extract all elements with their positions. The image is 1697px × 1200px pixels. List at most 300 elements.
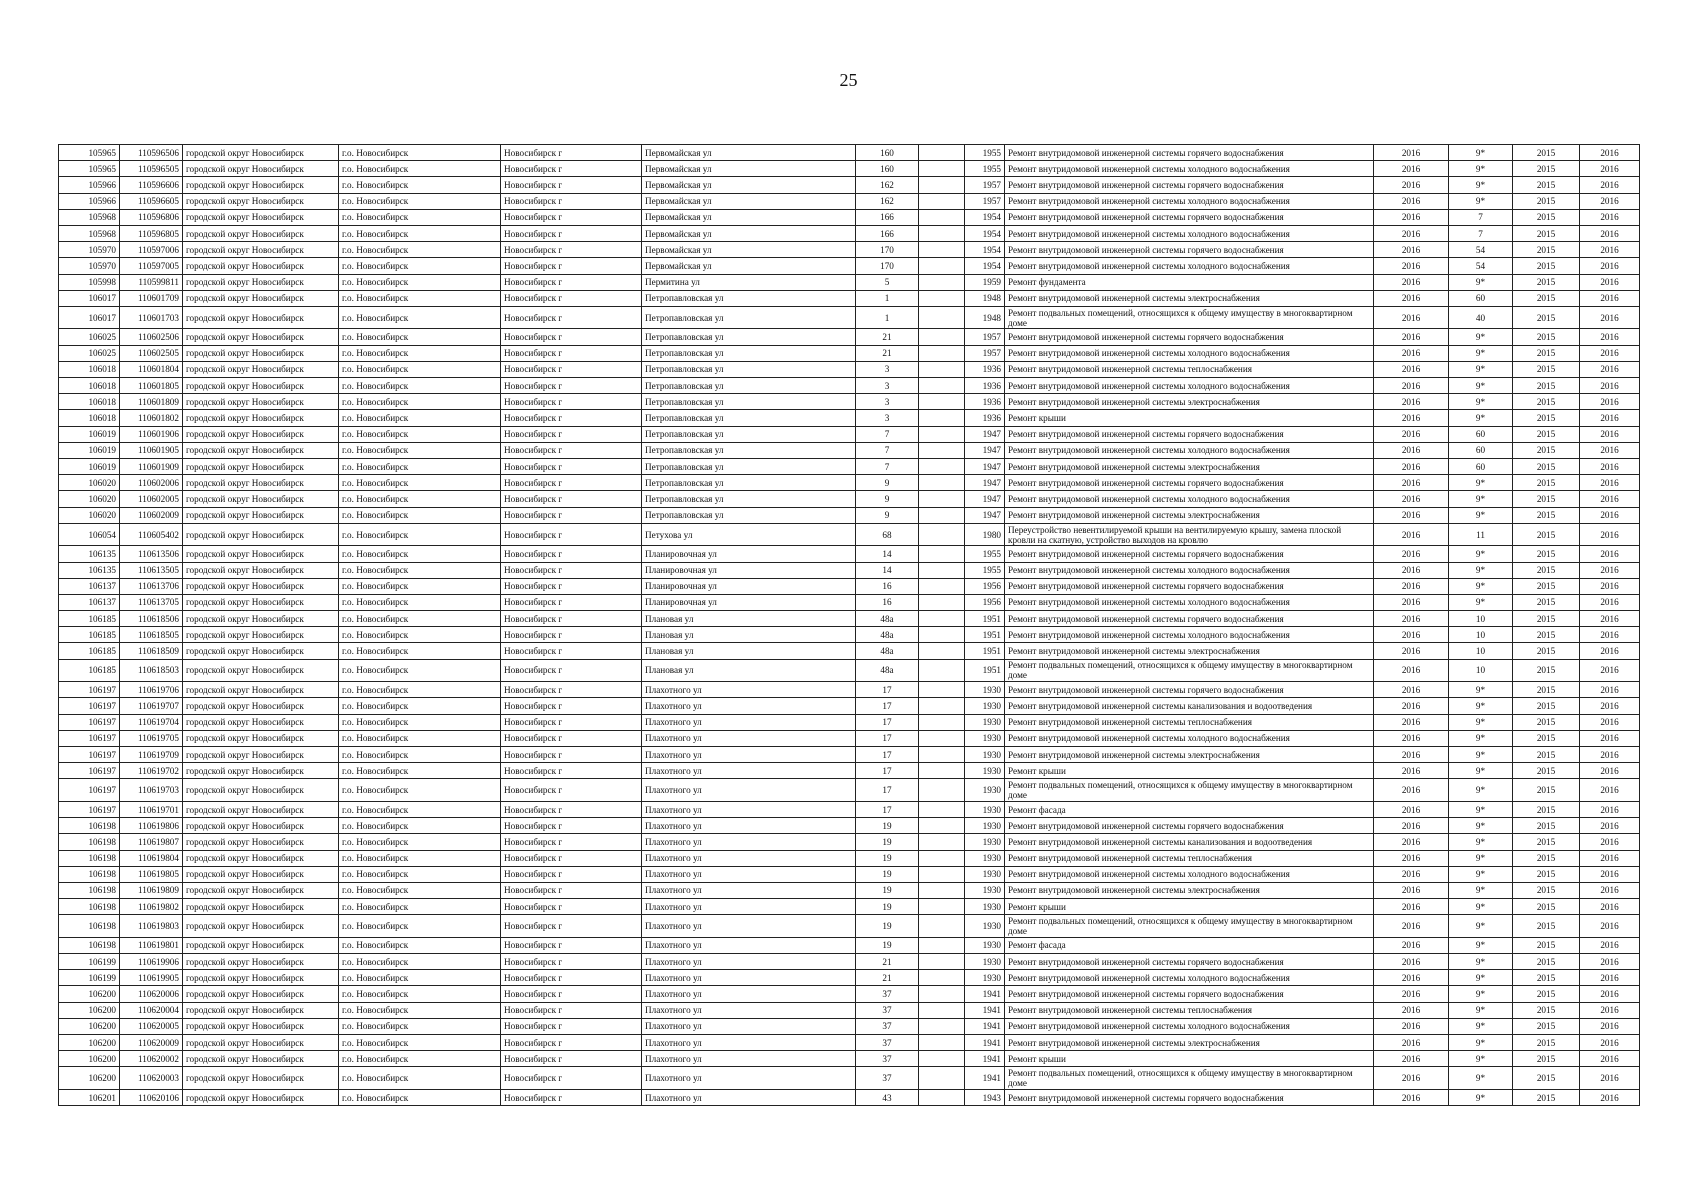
cell-building bbox=[919, 290, 965, 306]
cell-floors: 10 bbox=[1449, 611, 1513, 627]
cell-municipal-district: городской округ Новосибирск bbox=[183, 899, 339, 915]
cell-plan-year: 2016 bbox=[1374, 161, 1449, 177]
cell-municipal-district: городской округ Новосибирск bbox=[183, 659, 339, 682]
cell-work-id: 110613705 bbox=[120, 594, 183, 610]
cell-plan-year: 2016 bbox=[1374, 834, 1449, 850]
cell-house-number: 17 bbox=[856, 763, 919, 779]
cell-municipal-district: городской округ Новосибирск bbox=[183, 1051, 339, 1067]
cell-house-id: 106017 bbox=[59, 306, 120, 329]
cell-settlement: Новосибирск г bbox=[501, 507, 642, 523]
cell-period-end: 2016 bbox=[1580, 714, 1640, 730]
cell-period-end: 2016 bbox=[1580, 426, 1640, 442]
cell-house-id: 105965 bbox=[59, 161, 120, 177]
cell-build-year: 1947 bbox=[965, 507, 1005, 523]
cell-house-number: 3 bbox=[856, 394, 919, 410]
cell-house-id: 106198 bbox=[59, 818, 120, 834]
cell-house-id: 105965 bbox=[59, 145, 120, 161]
cell-build-year: 1954 bbox=[965, 209, 1005, 225]
cell-house-id: 106201 bbox=[59, 1089, 120, 1105]
cell-plan-year: 2016 bbox=[1374, 306, 1449, 329]
cell-street: Плахотного ул bbox=[642, 698, 856, 714]
cell-house-id: 106019 bbox=[59, 442, 120, 458]
cell-period-end: 2016 bbox=[1580, 801, 1640, 817]
cell-building bbox=[919, 491, 965, 507]
cell-street: Петропавловская ул bbox=[642, 475, 856, 491]
cell-municipality: г.о. Новосибирск bbox=[339, 818, 501, 834]
cell-plan-year: 2016 bbox=[1374, 209, 1449, 225]
cell-building bbox=[919, 937, 965, 953]
cell-house-number: 17 bbox=[856, 698, 919, 714]
cell-period-end: 2016 bbox=[1580, 834, 1640, 850]
cell-plan-year: 2016 bbox=[1374, 1051, 1449, 1067]
cell-build-year: 1947 bbox=[965, 475, 1005, 491]
cell-settlement: Новосибирск г bbox=[501, 763, 642, 779]
cell-floors: 9* bbox=[1449, 193, 1513, 209]
cell-house-number: 1 bbox=[856, 290, 919, 306]
cell-period-start: 2015 bbox=[1513, 458, 1580, 474]
cell-building bbox=[919, 682, 965, 698]
cell-period-end: 2016 bbox=[1580, 274, 1640, 290]
cell-build-year: 1955 bbox=[965, 562, 1005, 578]
cell-work-type: Ремонт внутридомовой инженерной системы горячего водоснабжения bbox=[1005, 578, 1374, 594]
cell-period-start: 2015 bbox=[1513, 1018, 1580, 1034]
cell-house-id: 106200 bbox=[59, 986, 120, 1002]
cell-period-end: 2016 bbox=[1580, 594, 1640, 610]
cell-build-year: 1930 bbox=[965, 818, 1005, 834]
cell-street: Петропавловская ул bbox=[642, 442, 856, 458]
cell-work-type: Ремонт внутридомовой инженерной системы холодного водоснабжения bbox=[1005, 1018, 1374, 1034]
cell-house-number: 48а bbox=[856, 659, 919, 682]
cell-municipality: г.о. Новосибирск bbox=[339, 290, 501, 306]
cell-municipality: г.о. Новосибирск bbox=[339, 562, 501, 578]
cell-floors: 9* bbox=[1449, 779, 1513, 802]
table-row bbox=[59, 986, 1640, 1002]
cell-settlement: Новосибирск г bbox=[501, 899, 642, 915]
cell-building bbox=[919, 306, 965, 329]
cell-house-number: 37 bbox=[856, 1034, 919, 1050]
cell-build-year: 1930 bbox=[965, 698, 1005, 714]
cell-building bbox=[919, 442, 965, 458]
cell-house-id: 105998 bbox=[59, 274, 120, 290]
cell-work-type: Ремонт внутридомовой инженерной системы канализования и водоотведения bbox=[1005, 698, 1374, 714]
cell-work-type: Ремонт внутридомовой инженерной системы холодного водоснабжения bbox=[1005, 161, 1374, 177]
cell-house-id: 106019 bbox=[59, 458, 120, 474]
cell-floors: 9* bbox=[1449, 394, 1513, 410]
cell-period-end: 2016 bbox=[1580, 442, 1640, 458]
cell-period-end: 2016 bbox=[1580, 458, 1640, 474]
cell-build-year: 1941 bbox=[965, 1034, 1005, 1050]
cell-period-end: 2016 bbox=[1580, 954, 1640, 970]
cell-street: Плахотного ул bbox=[642, 779, 856, 802]
cell-house-number: 7 bbox=[856, 426, 919, 442]
cell-settlement: Новосибирск г bbox=[501, 594, 642, 610]
cell-period-start: 2015 bbox=[1513, 523, 1580, 546]
cell-floors: 9* bbox=[1449, 1089, 1513, 1105]
cell-house-number: 17 bbox=[856, 746, 919, 762]
cell-work-type: Ремонт внутридомовой инженерной системы горячего водоснабжения bbox=[1005, 209, 1374, 225]
cell-municipal-district: городской округ Новосибирск bbox=[183, 1067, 339, 1090]
cell-street: Петропавловская ул bbox=[642, 345, 856, 361]
cell-municipality: г.о. Новосибирск bbox=[339, 458, 501, 474]
cell-work-id: 110619701 bbox=[120, 801, 183, 817]
cell-building bbox=[919, 329, 965, 345]
cell-house-id: 106185 bbox=[59, 611, 120, 627]
cell-plan-year: 2016 bbox=[1374, 594, 1449, 610]
cell-building bbox=[919, 986, 965, 1002]
cell-municipal-district: городской округ Новосибирск bbox=[183, 361, 339, 377]
cell-build-year: 1936 bbox=[965, 394, 1005, 410]
cell-settlement: Новосибирск г bbox=[501, 1034, 642, 1050]
cell-work-id: 110596505 bbox=[120, 161, 183, 177]
cell-building bbox=[919, 1034, 965, 1050]
cell-work-type: Ремонт внутридомовой инженерной системы теплоснабжения bbox=[1005, 1002, 1374, 1018]
cell-period-start: 2015 bbox=[1513, 426, 1580, 442]
cell-floors: 9* bbox=[1449, 361, 1513, 377]
cell-street: Планировочная ул bbox=[642, 546, 856, 562]
cell-settlement: Новосибирск г bbox=[501, 1002, 642, 1018]
cell-building bbox=[919, 763, 965, 779]
cell-floors: 9* bbox=[1449, 1067, 1513, 1090]
table-row bbox=[59, 329, 1640, 345]
cell-building bbox=[919, 714, 965, 730]
cell-plan-year: 2016 bbox=[1374, 915, 1449, 938]
cell-work-id: 110601703 bbox=[120, 306, 183, 329]
cell-plan-year: 2016 bbox=[1374, 643, 1449, 659]
cell-plan-year: 2016 bbox=[1374, 394, 1449, 410]
cell-work-type: Ремонт внутридомовой инженерной системы электроснабжения bbox=[1005, 458, 1374, 474]
cell-period-end: 2016 bbox=[1580, 145, 1640, 161]
cell-municipality: г.о. Новосибирск bbox=[339, 986, 501, 1002]
cell-municipal-district: городской округ Новосибирск bbox=[183, 763, 339, 779]
cell-street: Плахотного ул bbox=[642, 970, 856, 986]
cell-plan-year: 2016 bbox=[1374, 578, 1449, 594]
cell-plan-year: 2016 bbox=[1374, 682, 1449, 698]
cell-work-type: Ремонт внутридомовой инженерной системы горячего водоснабжения bbox=[1005, 954, 1374, 970]
cell-work-type: Ремонт внутридомовой инженерной системы электроснабжения bbox=[1005, 1034, 1374, 1050]
cell-work-type: Ремонт внутридомовой инженерной системы горячего водоснабжения bbox=[1005, 611, 1374, 627]
cell-plan-year: 2016 bbox=[1374, 730, 1449, 746]
cell-period-end: 2016 bbox=[1580, 659, 1640, 682]
cell-build-year: 1959 bbox=[965, 274, 1005, 290]
cell-work-id: 110620005 bbox=[120, 1018, 183, 1034]
cell-settlement: Новосибирск г bbox=[501, 161, 642, 177]
table-row bbox=[59, 882, 1640, 898]
cell-settlement: Новосибирск г bbox=[501, 242, 642, 258]
cell-street: Планировочная ул bbox=[642, 594, 856, 610]
cell-street: Плахотного ул bbox=[642, 1051, 856, 1067]
cell-plan-year: 2016 bbox=[1374, 1089, 1449, 1105]
cell-floors: 9* bbox=[1449, 562, 1513, 578]
cell-plan-year: 2016 bbox=[1374, 426, 1449, 442]
cell-building bbox=[919, 475, 965, 491]
cell-house-number: 37 bbox=[856, 986, 919, 1002]
cell-settlement: Новосибирск г bbox=[501, 915, 642, 938]
cell-house-id: 106197 bbox=[59, 730, 120, 746]
cell-work-id: 110597005 bbox=[120, 258, 183, 274]
cell-period-start: 2015 bbox=[1513, 306, 1580, 329]
cell-street: Петропавловская ул bbox=[642, 378, 856, 394]
cell-house-number: 3 bbox=[856, 361, 919, 377]
cell-house-id: 106198 bbox=[59, 915, 120, 938]
cell-floors: 9* bbox=[1449, 970, 1513, 986]
cell-period-start: 2015 bbox=[1513, 562, 1580, 578]
cell-period-end: 2016 bbox=[1580, 818, 1640, 834]
cell-street: Плахотного ул bbox=[642, 682, 856, 698]
cell-municipality: г.о. Новосибирск bbox=[339, 306, 501, 329]
table-row bbox=[59, 426, 1640, 442]
table-row bbox=[59, 225, 1640, 241]
cell-settlement: Новосибирск г bbox=[501, 410, 642, 426]
table-row bbox=[59, 1051, 1640, 1067]
cell-build-year: 1930 bbox=[965, 779, 1005, 802]
cell-plan-year: 2016 bbox=[1374, 1018, 1449, 1034]
cell-period-start: 2015 bbox=[1513, 801, 1580, 817]
cell-settlement: Новосибирск г bbox=[501, 345, 642, 361]
cell-floors: 9* bbox=[1449, 915, 1513, 938]
cell-work-id: 110619707 bbox=[120, 698, 183, 714]
cell-floors: 60 bbox=[1449, 442, 1513, 458]
cell-house-number: 7 bbox=[856, 458, 919, 474]
cell-period-end: 2016 bbox=[1580, 986, 1640, 1002]
cell-period-start: 2015 bbox=[1513, 145, 1580, 161]
cell-work-type: Ремонт внутридомовой инженерной системы горячего водоснабжения bbox=[1005, 242, 1374, 258]
cell-street: Плахотного ул bbox=[642, 714, 856, 730]
cell-plan-year: 2016 bbox=[1374, 882, 1449, 898]
cell-work-id: 110596805 bbox=[120, 225, 183, 241]
cell-work-type: Ремонт внутридомовой инженерной системы горячего водоснабжения bbox=[1005, 546, 1374, 562]
cell-work-id: 110601805 bbox=[120, 378, 183, 394]
cell-period-start: 2015 bbox=[1513, 714, 1580, 730]
cell-house-number: 9 bbox=[856, 491, 919, 507]
cell-work-id: 110613706 bbox=[120, 578, 183, 594]
cell-plan-year: 2016 bbox=[1374, 627, 1449, 643]
cell-floors: 9* bbox=[1449, 161, 1513, 177]
cell-house-number: 17 bbox=[856, 801, 919, 817]
cell-municipality: г.о. Новосибирск bbox=[339, 779, 501, 802]
cell-build-year: 1930 bbox=[965, 882, 1005, 898]
cell-build-year: 1936 bbox=[965, 410, 1005, 426]
cell-house-number: 21 bbox=[856, 345, 919, 361]
cell-plan-year: 2016 bbox=[1374, 274, 1449, 290]
cell-period-end: 2016 bbox=[1580, 937, 1640, 953]
cell-period-start: 2015 bbox=[1513, 915, 1580, 938]
cell-settlement: Новосибирск г bbox=[501, 562, 642, 578]
cell-period-start: 2015 bbox=[1513, 225, 1580, 241]
table-row bbox=[59, 507, 1640, 523]
cell-work-id: 110618509 bbox=[120, 643, 183, 659]
cell-period-start: 2015 bbox=[1513, 1067, 1580, 1090]
cell-house-id: 106025 bbox=[59, 345, 120, 361]
table-row bbox=[59, 290, 1640, 306]
cell-period-start: 2015 bbox=[1513, 937, 1580, 953]
cell-municipality: г.о. Новосибирск bbox=[339, 954, 501, 970]
cell-building bbox=[919, 779, 965, 802]
cell-work-type: Ремонт внутридомовой инженерной системы электроснабжения bbox=[1005, 394, 1374, 410]
cell-building bbox=[919, 546, 965, 562]
cell-build-year: 1930 bbox=[965, 746, 1005, 762]
cell-period-end: 2016 bbox=[1580, 763, 1640, 779]
cell-house-number: 14 bbox=[856, 546, 919, 562]
cell-work-id: 110619905 bbox=[120, 970, 183, 986]
cell-municipal-district: городской округ Новосибирск bbox=[183, 546, 339, 562]
cell-municipality: г.о. Новосибирск bbox=[339, 274, 501, 290]
cell-plan-year: 2016 bbox=[1374, 177, 1449, 193]
cell-floors: 9* bbox=[1449, 594, 1513, 610]
cell-build-year: 1955 bbox=[965, 546, 1005, 562]
cell-settlement: Новосибирск г bbox=[501, 177, 642, 193]
cell-plan-year: 2016 bbox=[1374, 258, 1449, 274]
cell-municipal-district: городской округ Новосибирск bbox=[183, 274, 339, 290]
table-row bbox=[59, 1089, 1640, 1105]
cell-work-type: Ремонт крыши bbox=[1005, 410, 1374, 426]
cell-work-id: 110601905 bbox=[120, 442, 183, 458]
cell-building bbox=[919, 1051, 965, 1067]
cell-municipality: г.о. Новосибирск bbox=[339, 442, 501, 458]
cell-period-end: 2016 bbox=[1580, 915, 1640, 938]
cell-build-year: 1956 bbox=[965, 594, 1005, 610]
cell-settlement: Новосибирск г bbox=[501, 475, 642, 491]
cell-period-end: 2016 bbox=[1580, 193, 1640, 209]
cell-work-type: Ремонт внутридомовой инженерной системы холодного водоснабжения bbox=[1005, 442, 1374, 458]
cell-period-start: 2015 bbox=[1513, 177, 1580, 193]
cell-house-id: 106200 bbox=[59, 1018, 120, 1034]
cell-municipality: г.о. Новосибирск bbox=[339, 970, 501, 986]
cell-municipality: г.о. Новосибирск bbox=[339, 882, 501, 898]
cell-house-number: 19 bbox=[856, 882, 919, 898]
cell-house-id: 106020 bbox=[59, 475, 120, 491]
cell-house-number: 21 bbox=[856, 329, 919, 345]
cell-municipality: г.о. Новосибирск bbox=[339, 611, 501, 627]
cell-plan-year: 2016 bbox=[1374, 242, 1449, 258]
cell-plan-year: 2016 bbox=[1374, 986, 1449, 1002]
cell-period-start: 2015 bbox=[1513, 643, 1580, 659]
cell-build-year: 1930 bbox=[965, 937, 1005, 953]
cell-floors: 10 bbox=[1449, 643, 1513, 659]
cell-house-number: 9 bbox=[856, 475, 919, 491]
cell-work-type: Ремонт крыши bbox=[1005, 899, 1374, 915]
cell-municipal-district: городской округ Новосибирск bbox=[183, 177, 339, 193]
cell-period-end: 2016 bbox=[1580, 258, 1640, 274]
cell-house-id: 106200 bbox=[59, 1067, 120, 1090]
table-row bbox=[59, 475, 1640, 491]
cell-floors: 40 bbox=[1449, 306, 1513, 329]
registry-table bbox=[58, 144, 1640, 1106]
cell-build-year: 1948 bbox=[965, 306, 1005, 329]
cell-plan-year: 2016 bbox=[1374, 970, 1449, 986]
cell-build-year: 1930 bbox=[965, 682, 1005, 698]
cell-municipal-district: городской округ Новосибирск bbox=[183, 915, 339, 938]
cell-period-end: 2016 bbox=[1580, 394, 1640, 410]
cell-municipal-district: городской округ Новосибирск bbox=[183, 1034, 339, 1050]
cell-build-year: 1947 bbox=[965, 458, 1005, 474]
cell-work-id: 110599811 bbox=[120, 274, 183, 290]
cell-build-year: 1951 bbox=[965, 627, 1005, 643]
cell-house-number: 48а bbox=[856, 611, 919, 627]
cell-period-end: 2016 bbox=[1580, 361, 1640, 377]
cell-municipality: г.о. Новосибирск bbox=[339, 915, 501, 938]
cell-floors: 9* bbox=[1449, 274, 1513, 290]
cell-house-id: 106025 bbox=[59, 329, 120, 345]
cell-settlement: Новосибирск г bbox=[501, 361, 642, 377]
cell-municipality: г.о. Новосибирск bbox=[339, 698, 501, 714]
cell-work-id: 110619806 bbox=[120, 818, 183, 834]
cell-house-id: 106054 bbox=[59, 523, 120, 546]
cell-plan-year: 2016 bbox=[1374, 378, 1449, 394]
cell-municipality: г.о. Новосибирск bbox=[339, 546, 501, 562]
cell-work-id: 110619809 bbox=[120, 882, 183, 898]
cell-build-year: 1947 bbox=[965, 426, 1005, 442]
cell-municipality: г.о. Новосибирск bbox=[339, 145, 501, 161]
cell-floors: 9* bbox=[1449, 578, 1513, 594]
cell-building bbox=[919, 523, 965, 546]
cell-build-year: 1941 bbox=[965, 1067, 1005, 1090]
cell-building bbox=[919, 177, 965, 193]
cell-house-id: 106198 bbox=[59, 850, 120, 866]
cell-work-type: Ремонт подвальных помещений, относящихся к общему имуществу в многоквартирном доме bbox=[1005, 1067, 1374, 1090]
cell-street: Петропавловская ул bbox=[642, 491, 856, 507]
cell-period-end: 2016 bbox=[1580, 1034, 1640, 1050]
cell-build-year: 1956 bbox=[965, 578, 1005, 594]
cell-work-type: Ремонт внутридомовой инженерной системы холодного водоснабжения bbox=[1005, 225, 1374, 241]
cell-building bbox=[919, 698, 965, 714]
cell-plan-year: 2016 bbox=[1374, 611, 1449, 627]
cell-build-year: 1954 bbox=[965, 258, 1005, 274]
cell-floors: 9* bbox=[1449, 410, 1513, 426]
table-row bbox=[59, 491, 1640, 507]
cell-period-end: 2016 bbox=[1580, 523, 1640, 546]
cell-work-id: 110619702 bbox=[120, 763, 183, 779]
cell-work-id: 110596506 bbox=[120, 145, 183, 161]
cell-settlement: Новосибирск г bbox=[501, 578, 642, 594]
cell-floors: 9* bbox=[1449, 345, 1513, 361]
table-row bbox=[59, 458, 1640, 474]
cell-house-id: 106185 bbox=[59, 659, 120, 682]
cell-settlement: Новосибирск г bbox=[501, 306, 642, 329]
cell-build-year: 1948 bbox=[965, 290, 1005, 306]
cell-street: Плановая ул bbox=[642, 611, 856, 627]
registry-body bbox=[59, 145, 1640, 1106]
cell-municipality: г.о. Новосибирск bbox=[339, 209, 501, 225]
cell-house-id: 106185 bbox=[59, 627, 120, 643]
cell-municipal-district: городской округ Новосибирск bbox=[183, 426, 339, 442]
cell-period-start: 2015 bbox=[1513, 361, 1580, 377]
cell-build-year: 1936 bbox=[965, 361, 1005, 377]
cell-municipality: г.о. Новосибирск bbox=[339, 394, 501, 410]
cell-street: Плахотного ул bbox=[642, 915, 856, 938]
cell-municipal-district: городской округ Новосибирск bbox=[183, 834, 339, 850]
cell-work-id: 110601802 bbox=[120, 410, 183, 426]
cell-period-start: 2015 bbox=[1513, 507, 1580, 523]
table-row bbox=[59, 209, 1640, 225]
cell-building bbox=[919, 954, 965, 970]
cell-work-type: Ремонт внутридомовой инженерной системы холодного водоснабжения bbox=[1005, 491, 1374, 507]
cell-work-id: 110619803 bbox=[120, 915, 183, 938]
cell-plan-year: 2016 bbox=[1374, 475, 1449, 491]
cell-house-number: 48а bbox=[856, 643, 919, 659]
cell-building bbox=[919, 1002, 965, 1018]
cell-house-id: 106200 bbox=[59, 1002, 120, 1018]
cell-plan-year: 2016 bbox=[1374, 329, 1449, 345]
cell-period-end: 2016 bbox=[1580, 491, 1640, 507]
cell-municipal-district: городской округ Новосибирск bbox=[183, 209, 339, 225]
cell-building bbox=[919, 458, 965, 474]
cell-period-end: 2016 bbox=[1580, 562, 1640, 578]
cell-build-year: 1957 bbox=[965, 329, 1005, 345]
table-row bbox=[59, 306, 1640, 329]
cell-floors: 60 bbox=[1449, 290, 1513, 306]
cell-municipality: г.о. Новосибирск bbox=[339, 345, 501, 361]
cell-municipality: г.о. Новосибирск bbox=[339, 426, 501, 442]
